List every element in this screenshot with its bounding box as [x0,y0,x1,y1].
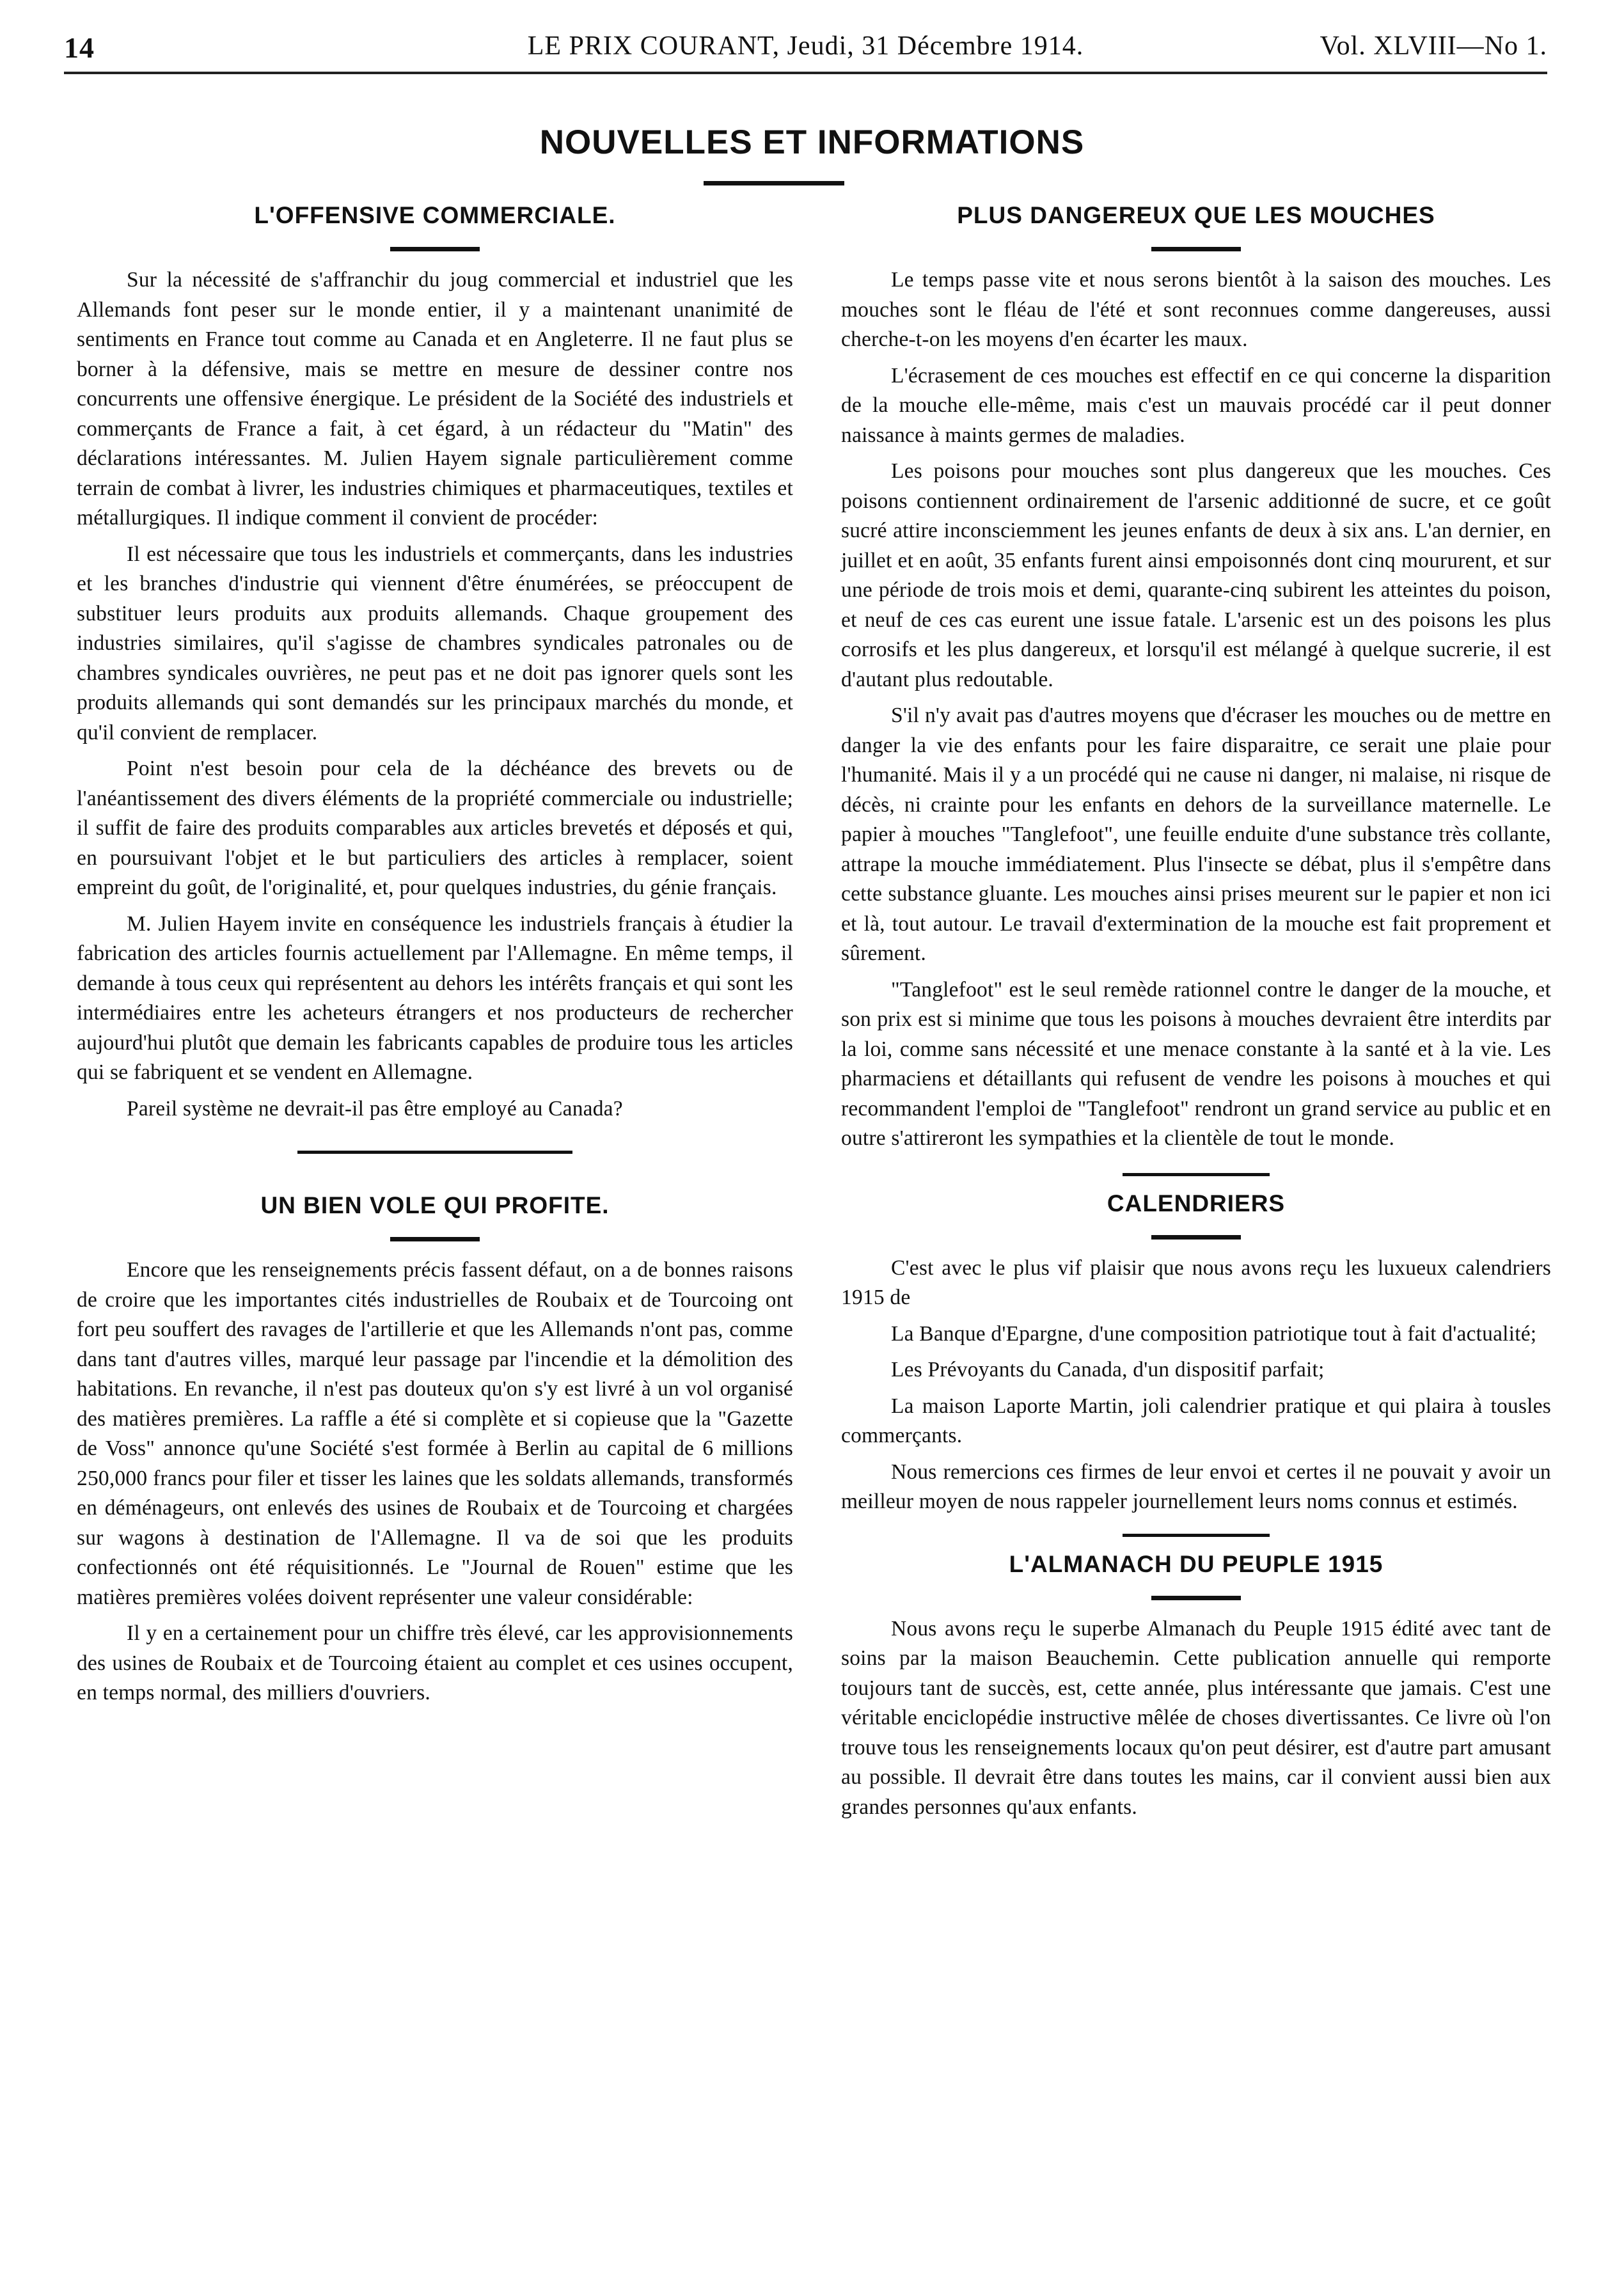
article-paragraph: "Tanglefoot" est le seul remède rationnel contre le danger de la mouche, et son prix est si minime que tous les poisons à mouches devraient être interdits par la loi, comme sans nécessité et une menace constante à la santé et à la vie. Les pharmaciens et détaillants qui refusent de vendre les poisons à mouches et qui recommandent l'emploi de "Tanglefoot" rendront un grand service au public et en outre s'attireront les sympathies et la clientèle de tout le monde. [841,977,1551,1150]
article-bien-vole [77,1190,793,1708]
article-paragraph: Pareil système ne devrait-il pas être employé au Canada? [127,1096,623,1121]
article-paragraph: Le temps passe vite et nous serons bientôt à la saison des mouches. Les mouches sont le fléau de l'été et sont reconnues comme dangereuses, aussi cherche-t-on les moyens d'en écarter les maux. [841,268,1551,351]
article-paragraph: C'est avec le plus vif plaisir que nous avons reçu les luxueux calendriers 1915 de [841,1256,1551,1309]
article-title: L'OFFENSIVE COMMERCIALE. [254,202,616,228]
article-paragraph: Il est nécessaire que tous les industriels et commerçants, dans les industries et les branches d'industrie qui viennent d'être énumérées, se préoccupent de substituer leurs produits aux produits allemands. Chaque groupement des industries similaires, qu'il s'agisse de chambres syndicales patronales ou de chambres syndicales ouvrières, ne peut pas et ne doit pas ignorer quels sont les produits allemands qui sont demandés sur les principaux marchés du monde, et qu'il convient de remplacer. [77,542,793,744]
article-paragraph: Sur la nécessité de s'affranchir du joug commercial et industriel que les Allemands font peser sur le monde entier, il y a maintenant unanimité de sentiments en France tout comme au Canada et en Angleterre. Il ne faut plus se borner à la défensive, mais se mettre en mesure de dessiner contre nos concurrents une offensive énergique. Le président de la Société des industriels et commerçants de France a fait, à cet égard, à un rédacteur du "Matin" des déclarations intéressantes. M. Julien Hayem signale particulièrement comme terrain de combat à livrer, les industries chimiques et pharmaceutiques, textiles et métallurgiques. Il indique comment il convient de procéder: [77,268,793,530]
article-almanach [841,1548,1551,1823]
page-number: 14 [64,31,95,64]
article-paragraph: Point n'est besoin pour cela de la déchéance des brevets ou de l'anéantissement des divers éléments de la propriété commerciale ou industrielle; il suffit de faire des produits comparables aux articles brevetés et déposés et qui, en poursuivant l'objet et le but particuliers des articles à remplacer, soient empreint du goût, de l'originalité, et, pour quelques industries, du génie français. [77,757,793,899]
article-paragraph: Les Prévoyants du Canada, d'un dispositif parfait; [891,1358,1325,1382]
section-title: NOUVELLES ET INFORMATIONS [539,123,1085,161]
volume-number: Vol. XLVIII—No 1. [1320,31,1547,61]
article-calendriers [841,1188,1551,1517]
publication-title: LE PRIX COURANT, Jeudi, 31 Décembre 1914. [527,31,1084,61]
article-separator [1123,1173,1270,1176]
left-column [77,192,793,1715]
section-title-rule [704,181,844,185]
article-title: CALENDRIERS [1107,1190,1286,1216]
article-separator [1123,1534,1270,1537]
article-paragraph: Il y en a certainement pour un chiffre très élevé, car les approvisionnements des usines de Roubaix et de Tourcoing étaient au complet et ces usines occupent, en temps normal, des milliers d'ouvriers. [77,1621,793,1704]
article-plus-dangereux [841,200,1551,1154]
article-paragraph: S'il n'y avait pas d'autres moyens que d'écraser les mouches ou de mettre en danger la vie des enfants pour les faire disparaitre, ce serait une plaie pour l'humanité. Mais il y a un procédé qui ne cause ni danger, ni malaise, ni risque de décès, ni crainte pour les enfants en dehors de la surveillance maternelle. Le papier à mouches "Tanglefoot", une feuille enduite d'une substance très collante, attrape la mouche immédiatement. Plus l'insecte se débat, plus il s'empêtre dans cette substance gluante. Les mouches ainsi prises meurent sur le papier et non ici et là, tout autour. Le travail d'extermination de la mouche est fait proprement et sûrement. [841,704,1551,965]
article-separator [297,1151,572,1154]
article-title-rule [390,1237,480,1241]
article-paragraph: La maison Laporte Martin, joli calendrier pratique et qui plaira à tousles commerçants. [841,1394,1551,1447]
article-title: L'ALMANACH DU PEUPLE 1915 [1009,1550,1384,1577]
running-header [64,31,1547,73]
article-title: UN BIEN VOLE QUI PROFITE. [260,1192,610,1218]
article-paragraph: M. Julien Hayem invite en conséquence les industriels français à étudier la fabrication des articles fournis actuellement par l'Allemagne. En même temps, il demande à tous ceux qui représentent au dehors les intérêts français et qui sont les intermédiaires entre les acheteurs étrangers et nos producteurs de rechercher aujourd'hui plutôt que demain les fabricants capables de produire tous les articles qui se fabriquent et se vendent en Allemagne. [77,911,793,1084]
article-paragraph: Les poisons pour mouches sont plus dangereux que les mouches. Ces poisons contiennent ordinairement de l'arsenic additionné de sucre, et ce goût sucré attire inconsciemment les jeunes enfants de deux à six ans. L'an dernier, en juillet et en août, 35 enfants furent ainsi empoisonnés dont cinq moururent, et sur une période de trois mois et demi, quarante-cinq subirent les atteintes du poison, et neuf de ces cas eurent une issue fatale. L'arsenic est un des poisons les plus corrosifs et les plus dangereux, et lorsqu'il est mélangé à quelque sucrerie, il est d'autant plus redoutable. [841,459,1551,691]
article-paragraph: Nous avons reçu le superbe Almanach du Peuple 1915 édité avec tant de soins par la maison Beauchemin. Cette publication annuelle qui remporte toujours tant de succès, est, cette année, plus intéressante que jamais. C'est une véritable enciclopédie instructive mêlée de choses divertissantes. Ce livre où l'on trouve tous les renseignements locaux qu'on peut désirer, est d'autre part amusant au possible. Il devrait être dans toutes les mains, car il convient aussi bien aux grandes personnes qu'aux enfants. [841,1616,1551,1819]
article-title-rule [1151,1235,1241,1240]
article-paragraph: La Banque d'Epargne, d'une composition patriotique tout à fait d'actualité; [891,1321,1537,1346]
header-rule [64,72,1547,74]
article-paragraph: Encore que les renseignements précis fassent défaut, on a de bonnes raisons de croire que les importantes cités industrielles de Roubaix et de Tourcoing ont fort peu souffert des ravages de l'artillerie et que les Allemands n'ont pas, comme dans tant d'autres villes, marqué leur passage par l'incendie et la démolition des habitations. En revanche, il n'est pas douteux qu'on s'y est livré à un vol organisé des matières premières. La raffle a été si complète et si copieuse que la "Gazette de Voss" annonce qu'une Société s'est formée à Berlin au capital de 6 millions 250,000 francs pour filer et tisser les laines que les soldats allemands, transformés en déménageurs, ont enlevés des usines de Roubaix et de Tourcoing et chargées sur wagons à destination de l'Allemagne. Il va de soi que les produits confectionnés ont été réquisitionnés. Le "Journal de Rouen" estime que les matières premières volées doivent représenter une valeur considérable: [77,1258,793,1609]
article-paragraph: L'écrasement de ces mouches est effectif en ce qui concerne la disparition de la mouche elle-même, mais c'est un mauvais procédé car il peut donner naissance à maints germes de maladies. [841,363,1551,447]
article-title-rule [390,247,480,251]
article-offensive-commerciale [77,200,793,1124]
article-paragraph: Nous remercions ces firmes de leur envoi et certes il ne pouvait y avoir un meilleur moyen de nous rappeler journellement leurs noms connus et estimés. [841,1460,1551,1513]
article-title: PLUS DANGEREUX QUE LES MOUCHES [957,202,1435,228]
right-column [841,192,1551,1829]
article-title-rule [1151,1596,1241,1600]
article-title-rule [1151,247,1241,251]
